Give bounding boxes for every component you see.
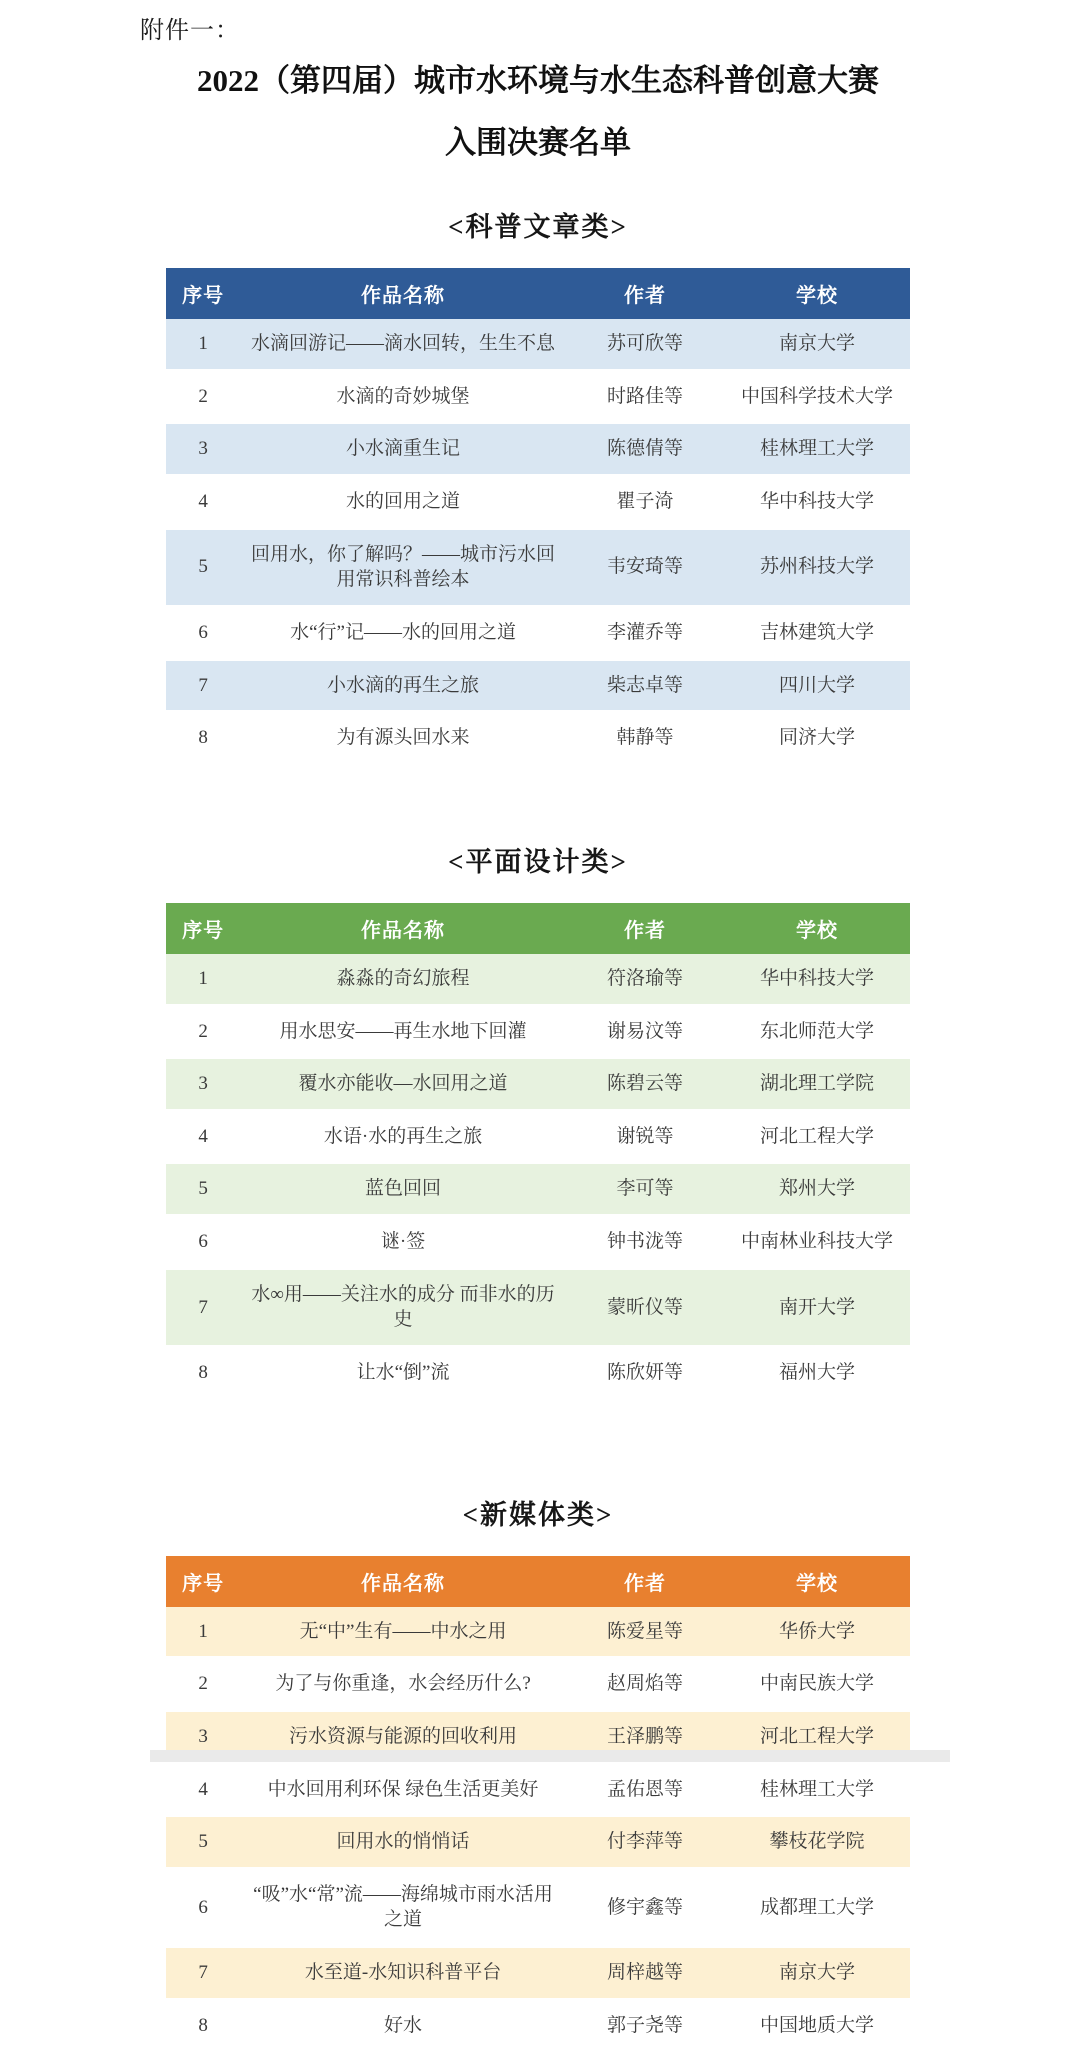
cell-author: 瞿子渏 [616, 491, 674, 513]
cell-work-title: 水的回用之道 [346, 491, 461, 513]
cell-school: 南开大学 [778, 1296, 855, 1318]
cell-author: 李可等 [616, 1178, 674, 1200]
cell-no: 7 [198, 1296, 208, 1318]
section-title: <科普文章类> [448, 212, 628, 243]
cell-school: 攀枝花学院 [769, 1831, 865, 1853]
cell-no: 6 [198, 621, 208, 643]
cell-no: 2 [198, 1020, 208, 1042]
cell-author: 符洛瑜等 [606, 967, 683, 989]
table-header-row [166, 1556, 910, 1607]
cell-author: 苏可欣等 [606, 333, 683, 355]
cell-work-title: 好水 [384, 2014, 423, 2036]
cell-school: 中国地质大学 [759, 2014, 874, 2036]
table-row [166, 954, 910, 1005]
table-header-row [166, 903, 910, 954]
cell-author: 蒙昕仪等 [606, 1296, 683, 1318]
category-section [166, 205, 910, 766]
attachment-label: 附件一： [140, 18, 240, 44]
cell-no: 1 [198, 967, 208, 989]
finalist-table [166, 268, 910, 766]
cell-school: 湖北理工学院 [759, 1073, 874, 1095]
table-row [166, 1216, 910, 1269]
cell-school: 吉林建筑大学 [759, 621, 874, 643]
finalist-table [166, 903, 910, 1401]
cell-school: 河北工程大学 [759, 1125, 874, 1147]
cell-school: 东北师范大学 [759, 1020, 874, 1042]
cell-school: 成都理工大学 [759, 1896, 874, 1918]
table-row [166, 712, 910, 765]
cell-work-title: 蓝色回回 [365, 1178, 442, 1200]
cell-work-title: 用水思安——再生水地下回灌 [279, 1020, 527, 1042]
cell-author: 孟佑恩等 [606, 1778, 683, 1800]
cell-work-title: 水滴的奇妙城堡 [336, 385, 470, 407]
table-header-row [166, 268, 910, 319]
column-header: 序号 [166, 903, 240, 954]
document-title-line2: 入围决赛名单 [445, 125, 631, 161]
cell-work-title: 小水滴重生记 [346, 438, 461, 460]
table-row [166, 1110, 910, 1163]
table-row [166, 370, 910, 423]
cell-no: 3 [198, 1725, 208, 1747]
table-row [166, 1005, 910, 1058]
cell-author: 修宇鑫等 [606, 1896, 683, 1918]
cell-work-title: 水∞用——关注水的成分 而非水的历史 [251, 1283, 555, 1331]
cell-author: 赵周焰等 [606, 1673, 683, 1695]
cell-school: 河北工程大学 [759, 1725, 874, 1747]
cell-work-title: 水滴回游记——滴水回转，生生不息 [251, 333, 556, 355]
cell-work-title: 水语·水的再生之旅 [323, 1125, 483, 1147]
cell-no: 3 [198, 438, 208, 460]
table-row [166, 1763, 910, 1816]
cell-no: 8 [198, 727, 208, 749]
cell-author: 周梓越等 [606, 1962, 683, 1984]
cell-author: 谢易汶等 [606, 1020, 683, 1042]
table-row [166, 1346, 910, 1399]
column-header: 序号 [166, 1556, 240, 1607]
table-row [166, 1999, 910, 2052]
cell-school: 苏州科技大学 [759, 556, 874, 578]
finalist-table [166, 1556, 910, 2053]
cell-no: 3 [198, 1073, 208, 1095]
cell-work-title: 为了与你重逢，水会经历什么? [275, 1673, 531, 1695]
cell-school: 华中科技大学 [759, 967, 874, 989]
cell-author: 柴志卓等 [606, 674, 683, 696]
cell-author: 韩静等 [616, 727, 674, 749]
cell-no: 1 [198, 1620, 208, 1642]
cell-no: 5 [198, 1831, 208, 1853]
table-row [166, 606, 910, 659]
cell-author: 陈碧云等 [606, 1073, 683, 1095]
cell-no: 5 [198, 556, 208, 578]
cell-work-title: 谜·签 [380, 1231, 426, 1253]
cell-work-title: 污水资源与能源的回收利用 [289, 1725, 518, 1747]
section-title: <平面设计类> [448, 846, 628, 877]
sections [166, 205, 910, 2053]
cell-author: 付李萍等 [606, 1831, 683, 1853]
table-row [166, 1163, 910, 1216]
cell-no: 7 [198, 1962, 208, 1984]
table-row [166, 319, 910, 370]
cell-school: 中南民族大学 [759, 1673, 874, 1695]
column-header: 学校 [724, 268, 910, 319]
cell-work-title: 回用水，你了解吗？——城市污水回用常识科普绘本 [251, 543, 556, 591]
cell-school: 南京大学 [778, 333, 855, 355]
column-header: 作品名称 [240, 268, 566, 319]
column-header: 作者 [566, 268, 724, 319]
cell-school: 中南林业科技大学 [740, 1231, 893, 1253]
table-row [166, 1816, 910, 1869]
cell-work-title: 回用水的悄悄话 [336, 1831, 470, 1853]
column-header: 学校 [724, 1556, 910, 1607]
cell-no: 6 [198, 1896, 208, 1918]
cell-work-title: 为有源头回水来 [336, 727, 470, 749]
cell-school: 桂林理工大学 [759, 1778, 874, 1800]
table-row [166, 659, 910, 712]
section-title: <新媒体类> [462, 1499, 614, 1530]
cell-no: 7 [198, 674, 208, 696]
category-section [166, 840, 910, 1401]
column-header: 序号 [166, 268, 240, 319]
cell-work-title: “吸”水“常”流——海绵城市雨水活用之道 [253, 1883, 553, 1931]
cell-work-title: 无“中”生有——中水之用 [299, 1620, 507, 1642]
cell-no: 4 [198, 1125, 208, 1147]
cell-work-title: 淼淼的奇幻旅程 [336, 967, 470, 989]
cell-no: 8 [198, 2014, 208, 2036]
cell-school: 同济大学 [778, 727, 855, 749]
column-header: 作者 [566, 903, 724, 954]
table-row [166, 476, 910, 529]
cell-school: 四川大学 [778, 674, 855, 696]
cell-work-title: 中水回用利环保 绿色生活更美好 [267, 1778, 539, 1800]
cell-school: 郑州大学 [778, 1178, 855, 1200]
cell-author: 陈爱星等 [606, 1620, 683, 1642]
cell-author: 钟书泷等 [606, 1231, 683, 1253]
cell-work-title: 水至道-水知识科普平台 [304, 1962, 502, 1984]
cell-school: 桂林理工大学 [759, 438, 874, 460]
column-header: 作者 [566, 1556, 724, 1607]
column-header: 作品名称 [240, 903, 566, 954]
column-header: 作品名称 [240, 1556, 566, 1607]
page-cutoff-strip [150, 1750, 950, 1762]
table-row [166, 1058, 910, 1111]
cell-school: 福州大学 [778, 1361, 855, 1383]
table-row [166, 1868, 910, 1946]
cell-school: 华中科技大学 [759, 491, 874, 513]
table-row [166, 528, 910, 606]
cell-no: 8 [198, 1361, 208, 1383]
cell-author: 王泽鹏等 [606, 1725, 683, 1747]
cell-author: 陈德倩等 [606, 438, 683, 460]
table-row [166, 423, 910, 476]
table-row [166, 1658, 910, 1711]
cell-author: 陈欣妍等 [606, 1361, 683, 1383]
column-header: 学校 [724, 903, 910, 954]
table-row [166, 1607, 910, 1658]
cell-school: 中国科学技术大学 [740, 385, 893, 407]
table-row [166, 1947, 910, 2000]
cell-no: 4 [198, 491, 208, 513]
cell-author: 李灌乔等 [606, 621, 683, 643]
cell-author: 郭子尧等 [606, 2014, 683, 2036]
table-row [166, 1268, 910, 1346]
cell-no: 6 [198, 1231, 208, 1253]
cell-work-title: 水“行”记——水的回用之道 [290, 621, 516, 643]
cell-author: 韦安琦等 [606, 556, 683, 578]
cell-no: 2 [198, 1673, 208, 1695]
category-section [166, 1493, 910, 2053]
cell-school: 华侨大学 [778, 1620, 855, 1642]
cell-no: 1 [198, 333, 208, 355]
cell-no: 5 [198, 1178, 208, 1200]
cell-author: 谢锐等 [616, 1125, 674, 1147]
cell-no: 4 [198, 1778, 208, 1800]
cell-work-title: 让水“倒”流 [356, 1361, 450, 1383]
cell-school: 南京大学 [778, 1962, 855, 1984]
cell-no: 2 [198, 385, 208, 407]
document-title-line1: 2022（第四届）城市水环境与水生态科普创意大赛 [197, 63, 879, 98]
cell-work-title: 覆水亦能收—水回用之道 [298, 1073, 508, 1095]
cell-work-title: 小水滴的再生之旅 [327, 674, 480, 696]
cell-author: 时路佳等 [606, 385, 683, 407]
